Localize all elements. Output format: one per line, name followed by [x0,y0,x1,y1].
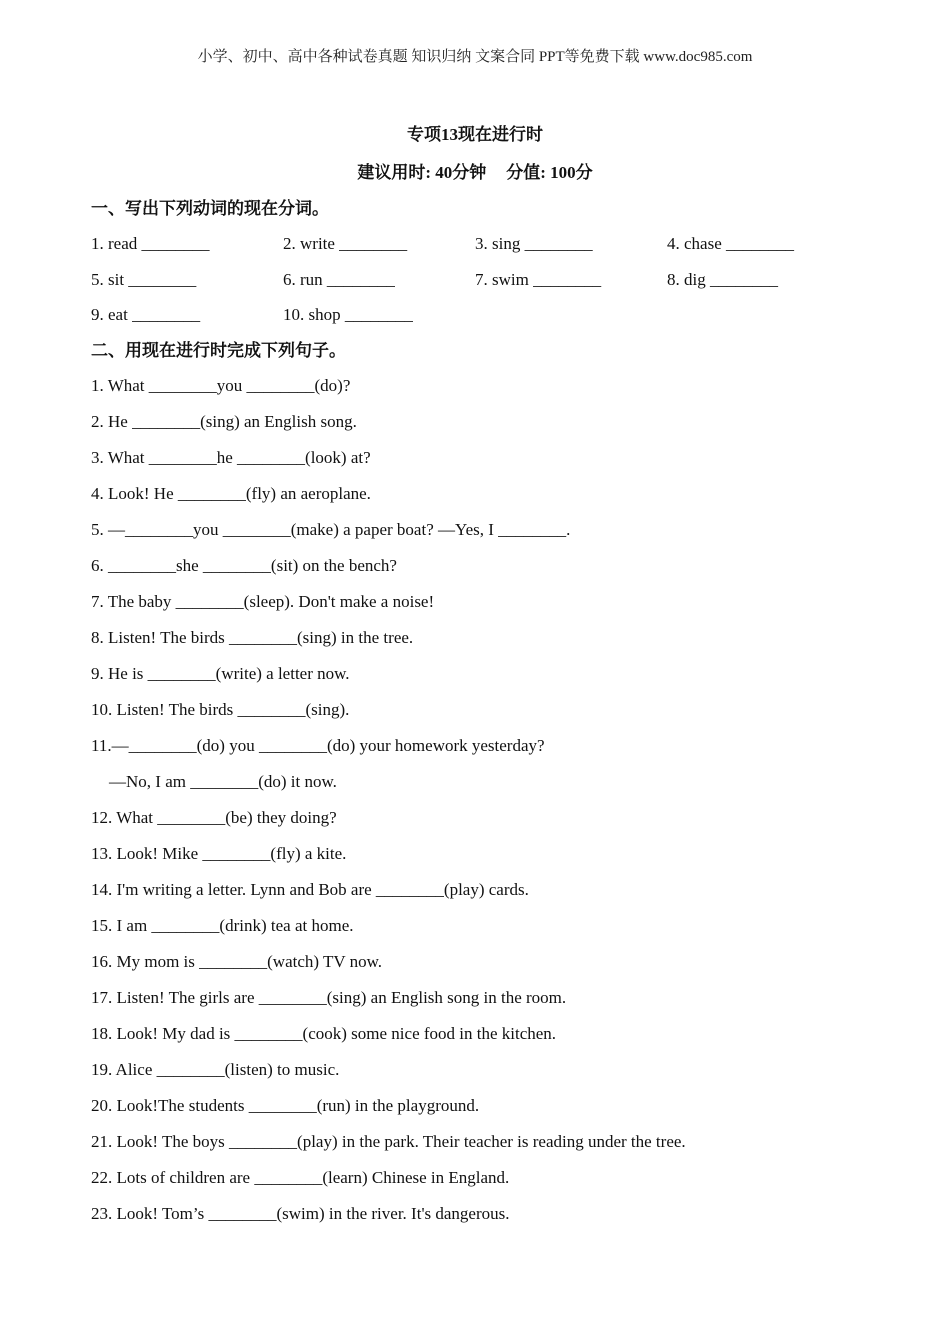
question-item: 1. What ________you ________(do)? [91,375,351,395]
suggested-time: 建议用时: 40分钟 [357,163,487,182]
total-score: 分值: 100分 [506,163,593,182]
page-title: 专项13现在进行时 [407,125,543,144]
verb-item: 9. eat ________ [91,305,201,324]
verb-item: 3. sing ________ [475,234,593,253]
question-item: 5. —________you ________(make) a paper boat? —Yes, I ________. [91,519,571,539]
question-item: 4. Look! He ________(fly) an aeroplane. [91,483,371,503]
section-1-heading: 一、写出下列动词的现在分词。 [91,199,329,218]
question-item: 7. The baby ________(sleep). Don't make a noise! [91,591,435,611]
question-item: 9. He is ________(write) a letter now. [91,663,350,683]
worksheet-content [91,196,911,1237]
verb-list [91,231,911,338]
question-item: 13. Look! Mike ________(fly) a kite. [91,843,347,863]
verb-item: 10. shop ________ [283,305,413,324]
question-item: 19. Alice ________(listen) to music. [91,1059,340,1079]
question-item: 11.—________(do) you ________(do) your homework yesterday? [91,735,545,755]
sentence-list [91,373,911,1237]
time-and-score [0,158,950,183]
section-2-heading: 二、用现在进行时完成下列句子。 [91,340,346,360]
question-item: 10. Listen! The birds ________(sing). [91,699,350,719]
verb-item: 4. chase ________ [667,234,795,253]
question-item: 8. Listen! The birds ________(sing) in the tree. [91,627,414,647]
question-item-answer-line: —No, I am ________(do) it now. [109,771,337,791]
question-item: 15. I am ________(drink) tea at home. [91,915,354,935]
question-item: 6. ________she ________(sit) on the bench? [91,555,397,575]
question-item: 21. Look! The boys ________(play) in the park. Their teacher is reading under the tree. [91,1131,686,1151]
verb-item: 2. write ________ [283,234,408,253]
question-item: 12. What ________(be) they doing? [91,807,337,827]
question-item: 17. Listen! The girls are ________(sing) an English song in the room. [91,987,567,1007]
question-item: 16. My mom is ________(watch) TV now. [91,951,383,971]
question-item: 20. Look!The students ________(run) in the playground. [91,1095,480,1115]
verb-item: 1. read ________ [91,234,210,253]
question-item: 14. I'm writing a letter. Lynn and Bob are ________(play) cards. [91,879,529,899]
question-item: 18. Look! My dad is ________(cook) some nice food in the kitchen. [91,1023,557,1043]
question-item: 23. Look! Tom’s ________(swim) in the river. It's dangerous. [91,1203,510,1223]
page-header: 小学、初中、高中各种试卷真题 知识归纳 文案合同 PPT等免费下载 www.doc985.com [197,49,753,65]
verb-item: 6. run ________ [283,269,395,289]
question-item: 3. What ________he ________(look) at? [91,447,371,467]
question-item: 2. He ________(sing) an English song. [91,411,357,431]
question-item: 22. Lots of children are ________(learn) Chinese in England. [91,1167,510,1187]
verb-item: 7. swim ________ [475,269,602,289]
verb-item: 8. dig ________ [667,269,778,289]
verb-item: 5. sit ________ [91,269,197,289]
